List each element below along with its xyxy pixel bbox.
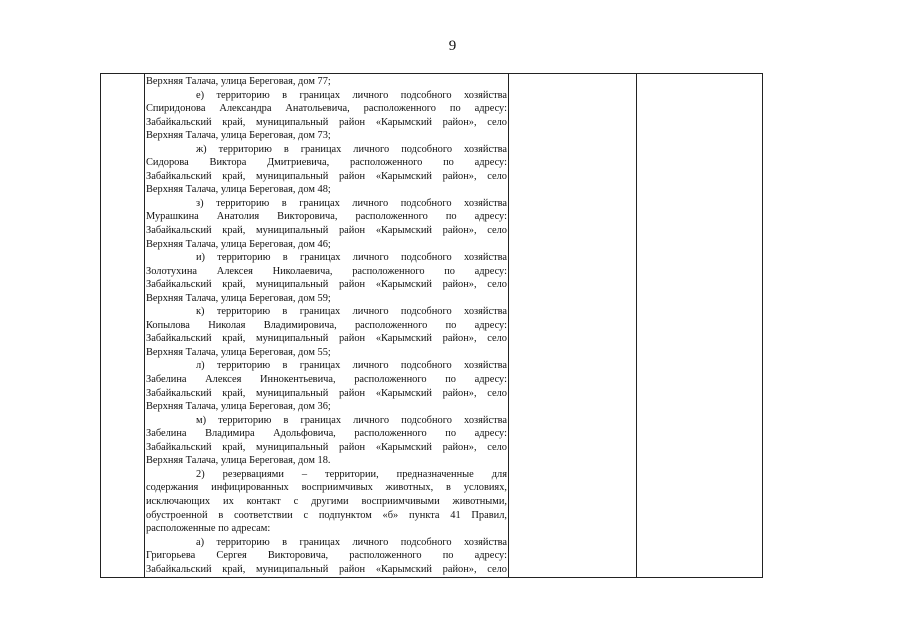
text-line: м) территорию в границах личного подсобного хозяйства [196,414,507,426]
page-number: 9 [448,38,457,54]
text-line: Григорьева Сергея Викторовича, расположенного по адресу: [146,550,507,562]
regulation-table [100,73,763,578]
text-line: Золотухина Алексея Николаевича, расположенного по адресу: [146,265,507,277]
text-line: Забайкальский край, муниципальный район «Карымский район», село [146,279,507,291]
text-line: содержания инфицированных восприимчивых животных, в условиях, [146,482,507,494]
text-line: Забайкальский край, муниципальный район «Карымский район», село [146,333,507,345]
text-line: к) территорию в границах личного подсобного хозяйства [196,306,507,318]
text-line: Копылова Николая Владимировича, расположенного по адресу: [146,319,507,331]
text-line: Забайкальский край, муниципальный район «Карымский район», село [146,563,507,575]
text-line: Забайкальский край, муниципальный район «Карымский район», село [146,387,507,399]
text-line: Верхняя Талача, улица Береговая, дом 59; [146,292,331,304]
text-line: Забайкальский край, муниципальный район «Карымский район», село [146,116,507,128]
text-line: Забелина Алексея Иннокентьевича, расположенного по адресу: [146,374,507,386]
text-line: е) территорию в границах личного подсобного хозяйства [196,89,507,101]
text-line: Мурашкина Анатолия Викторовича, расположенного по адресу: [146,211,507,223]
text-line: Верхняя Талача, улица Береговая, дом 73; [146,130,331,142]
text-line: Верхняя Талача, улица Береговая, дом 18. [146,455,331,467]
territory-list-cell [144,75,507,576]
text-line: обустроенной в соответствии с подпунктом «б» пункта 41 Правил, [146,509,507,521]
text-line: Забайкальский край, муниципальный район «Карымский район», село [146,441,507,453]
text-line: Сидорова Виктора Дмитриевича, расположенного по адресу: [146,157,507,169]
column-divider [508,74,509,577]
text-line: ж) территорию в границах личного подсобного хозяйства [196,143,507,155]
text-line: 2) резервациями – территории, предназначенные для [196,468,507,480]
text-line: з) территорию в границах личного подсобного хозяйства [196,197,507,209]
text-line: Забайкальский край, муниципальный район «Карымский район», село [146,170,507,182]
text-line: л) территорию в границах личного подсобного хозяйства [196,360,507,372]
text-line: и) территорию в границах личного подсобного хозяйства [196,252,507,264]
column-divider [636,74,637,577]
text-line: Забелина Владимира Адольфовича, расположенного по адресу: [146,428,507,440]
text-line: Верхняя Талача, улица Береговая, дом 46; [146,238,331,250]
text-line: Верхняя Талача, улица Береговая, дом 36; [146,401,331,413]
text-line: Верхняя Талача, улица Береговая, дом 77; [146,76,331,87]
text-line: расположенные по адресам: [146,523,271,535]
text-line: а) территорию в границах личного подсобного хозяйства [196,536,507,548]
text-line: Забайкальский край, муниципальный район «Карымский район», село [146,225,507,237]
text-line: исключающих их контакт с другими восприимчивыми животными, [146,495,507,507]
text-line: Верхняя Талача, улица Береговая, дом 48; [146,184,331,196]
text-line: Спиридонова Александра Анатольевича, расположенного по адресу: [146,103,507,115]
text-line: Верхняя Талача, улица Береговая, дом 55; [146,346,331,358]
